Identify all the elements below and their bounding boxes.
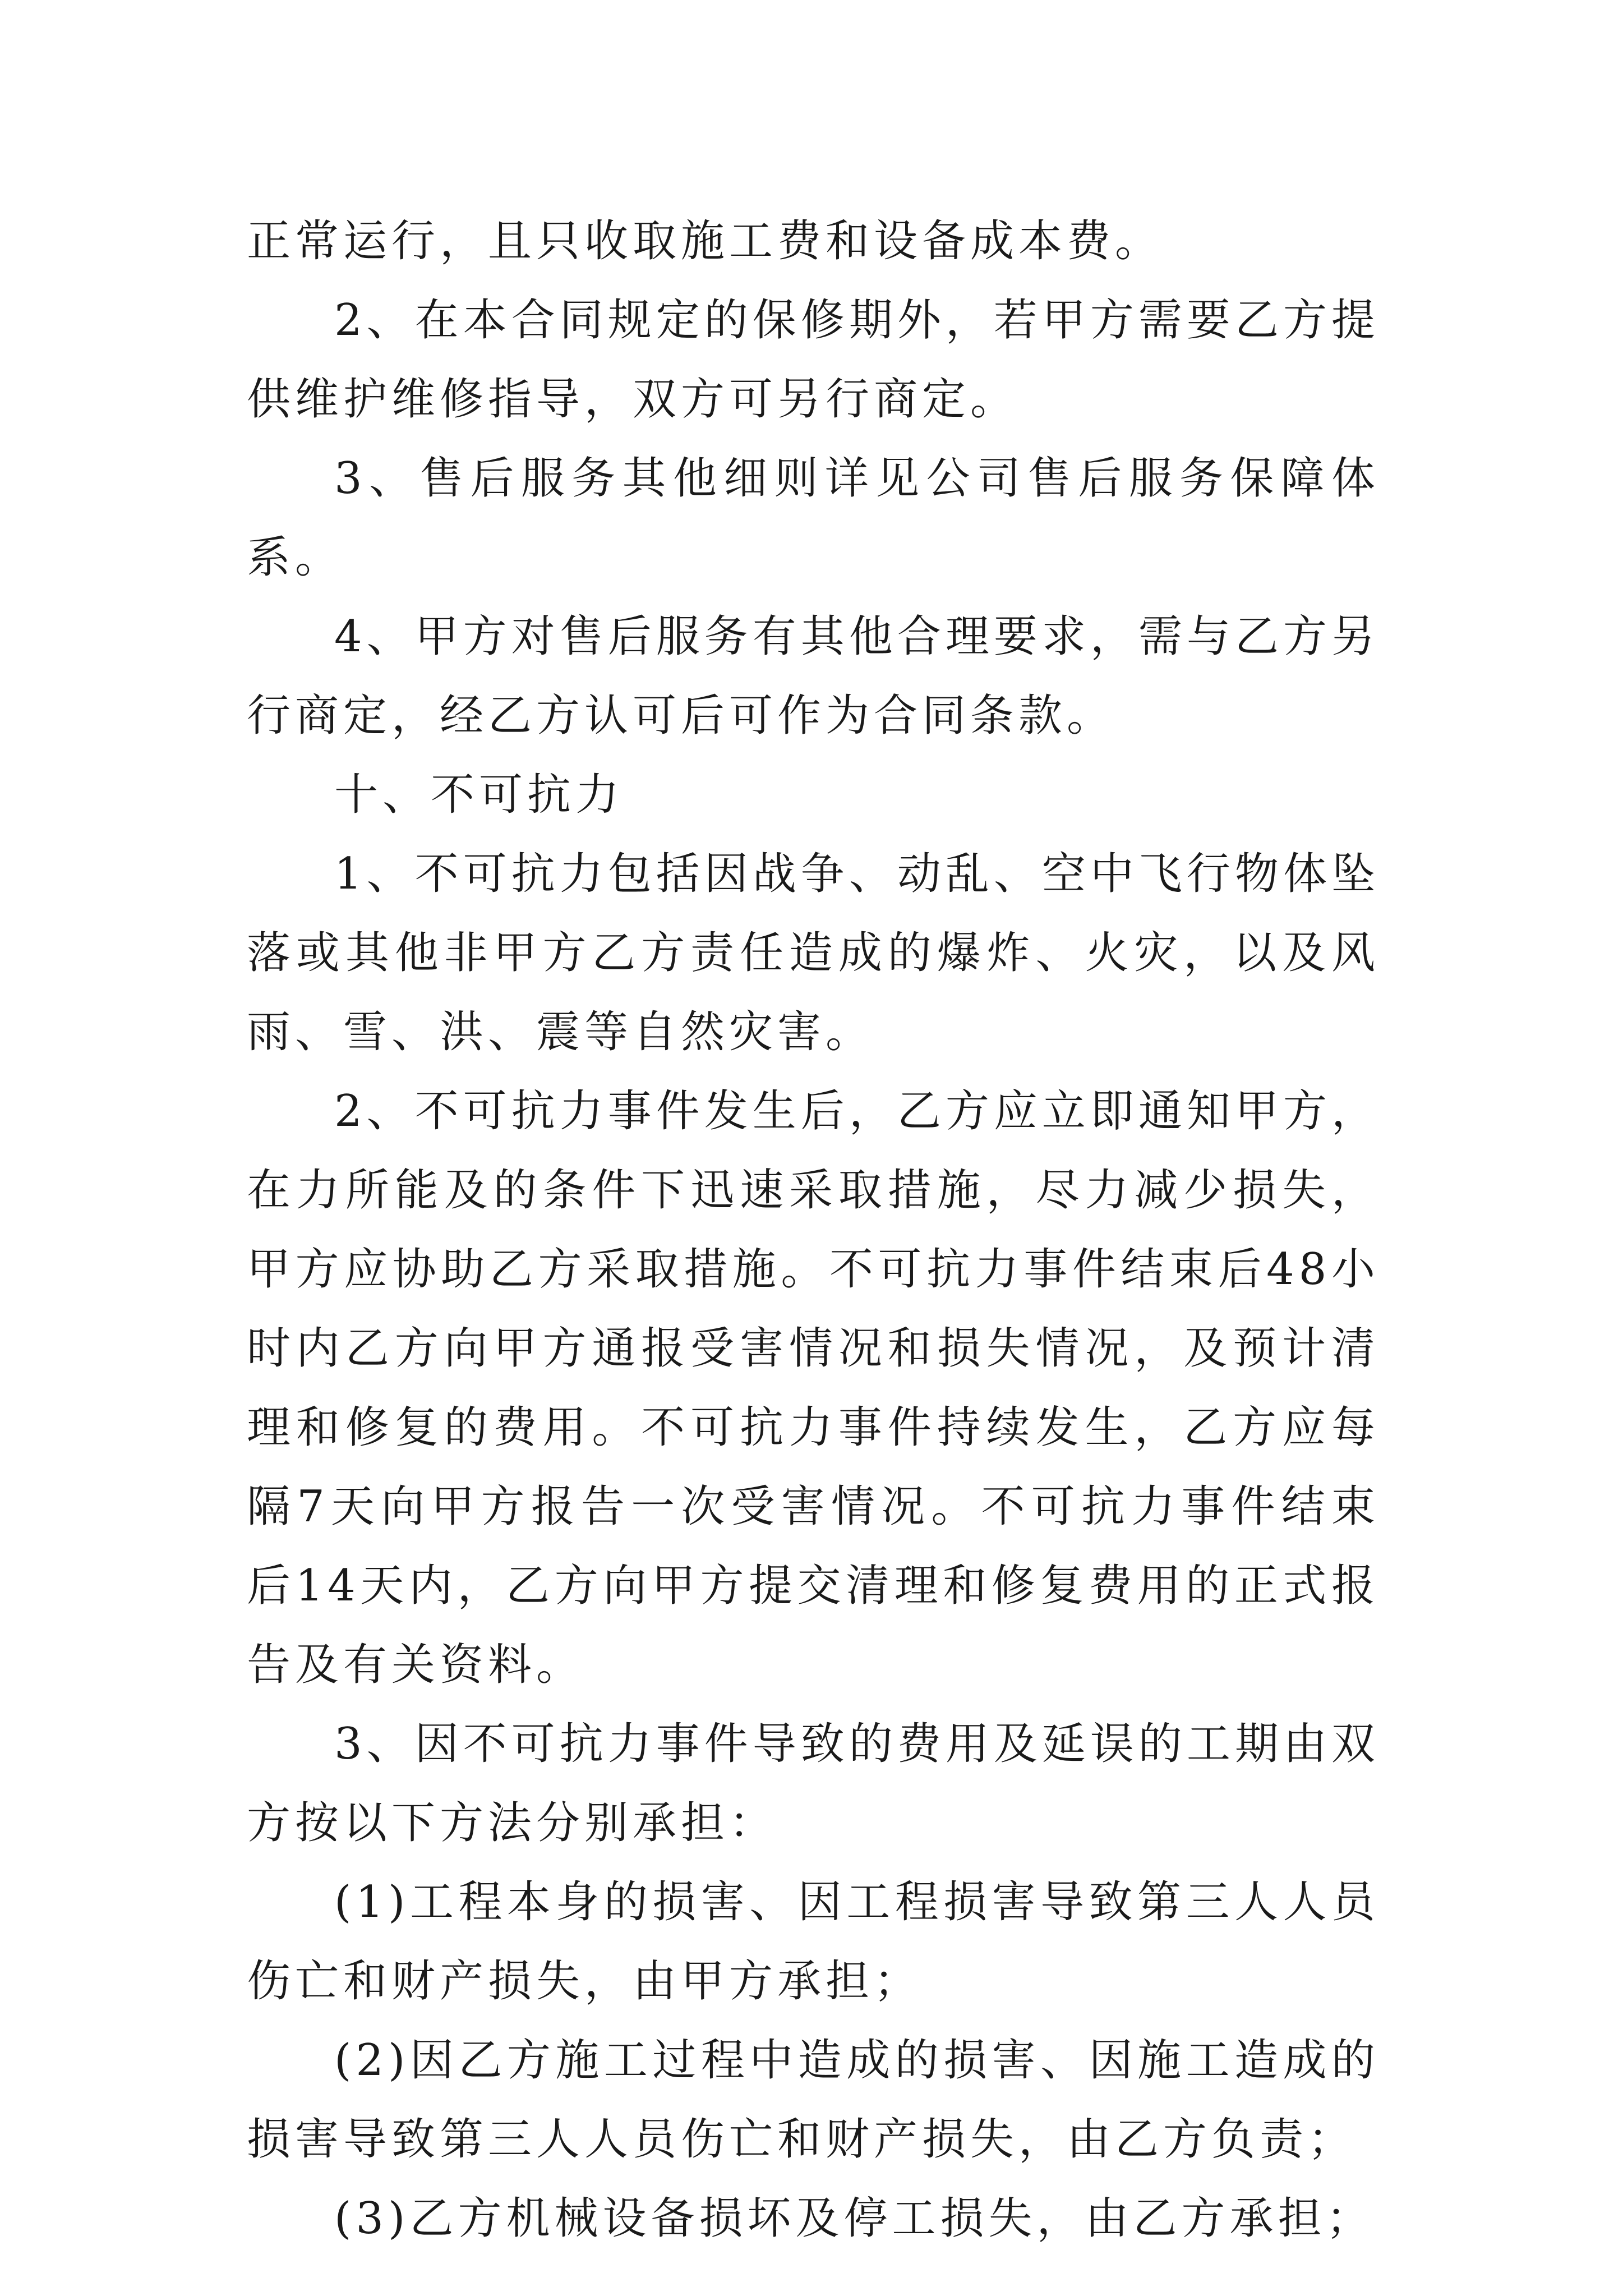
paragraph-force-majeure-3: 3、因不可抗力事件导致的费用及延误的工期由双方按以下方法分别承担： [247,1719,1380,1848]
list-item-cost-2: (2)因乙方施工过程中造成的损害、因施工造成的损害导致第三人人员伤亡和财产损失，由乙方负责； [247,2035,1380,2165]
paragraph-force-majeure-1: 1、不可抗力包括因战争、动乱、空中飞行物体坠落或其他非甲方乙方责任造成的爆炸、火灾，以及风雨、雪、洪、震等自然灾害。 [247,849,1380,1057]
paragraph-force-majeure-2: 2、不可抗力事件发生后，乙方应立即通知甲方，在力所能及的条件下迅速采取措施，尽力减少损失，甲方应协助乙方采取措施。不可抗力事件结束后48小时内乙方向甲方通报受害情况和损失情况，及预计清理和修复的费用。不可抗力事件持续发生，乙方应每隔7天向甲方报告一次受害情况。不可抗力事件结束后14天内，乙方向甲方提交清理和修复费用的正式报告及有关资料。 [247,1086,1380,1690]
paragraph-warranty-end: 正常运行，且只收取施工费和设备成本费。 [247,216,1164,266]
document-page [247,202,1380,2258]
list-item-cost-1: (1)工程本身的损害、因工程损害导致第三人人员伤亡和财产损失，由甲方承担； [247,1877,1380,2007]
paragraph-after-sales-4: 4、甲方对售后服务有其他合理要求，需与乙方另行商定，经乙方认可后可作为合同条款。 [247,611,1380,741]
paragraph-after-sales-2: 2、在本合同规定的保修期外，若甲方需要乙方提供维护维修指导，双方可另行商定。 [247,295,1380,425]
section-heading-force-majeure: 十、不可抗力 [334,770,624,820]
list-item-cost-3: (3)乙方机械设备损坏及停工损失，由乙方承担； [334,2193,1375,2244]
paragraph-after-sales-3: 3、售后服务其他细则详见公司售后服务保障体系。 [247,453,1380,583]
